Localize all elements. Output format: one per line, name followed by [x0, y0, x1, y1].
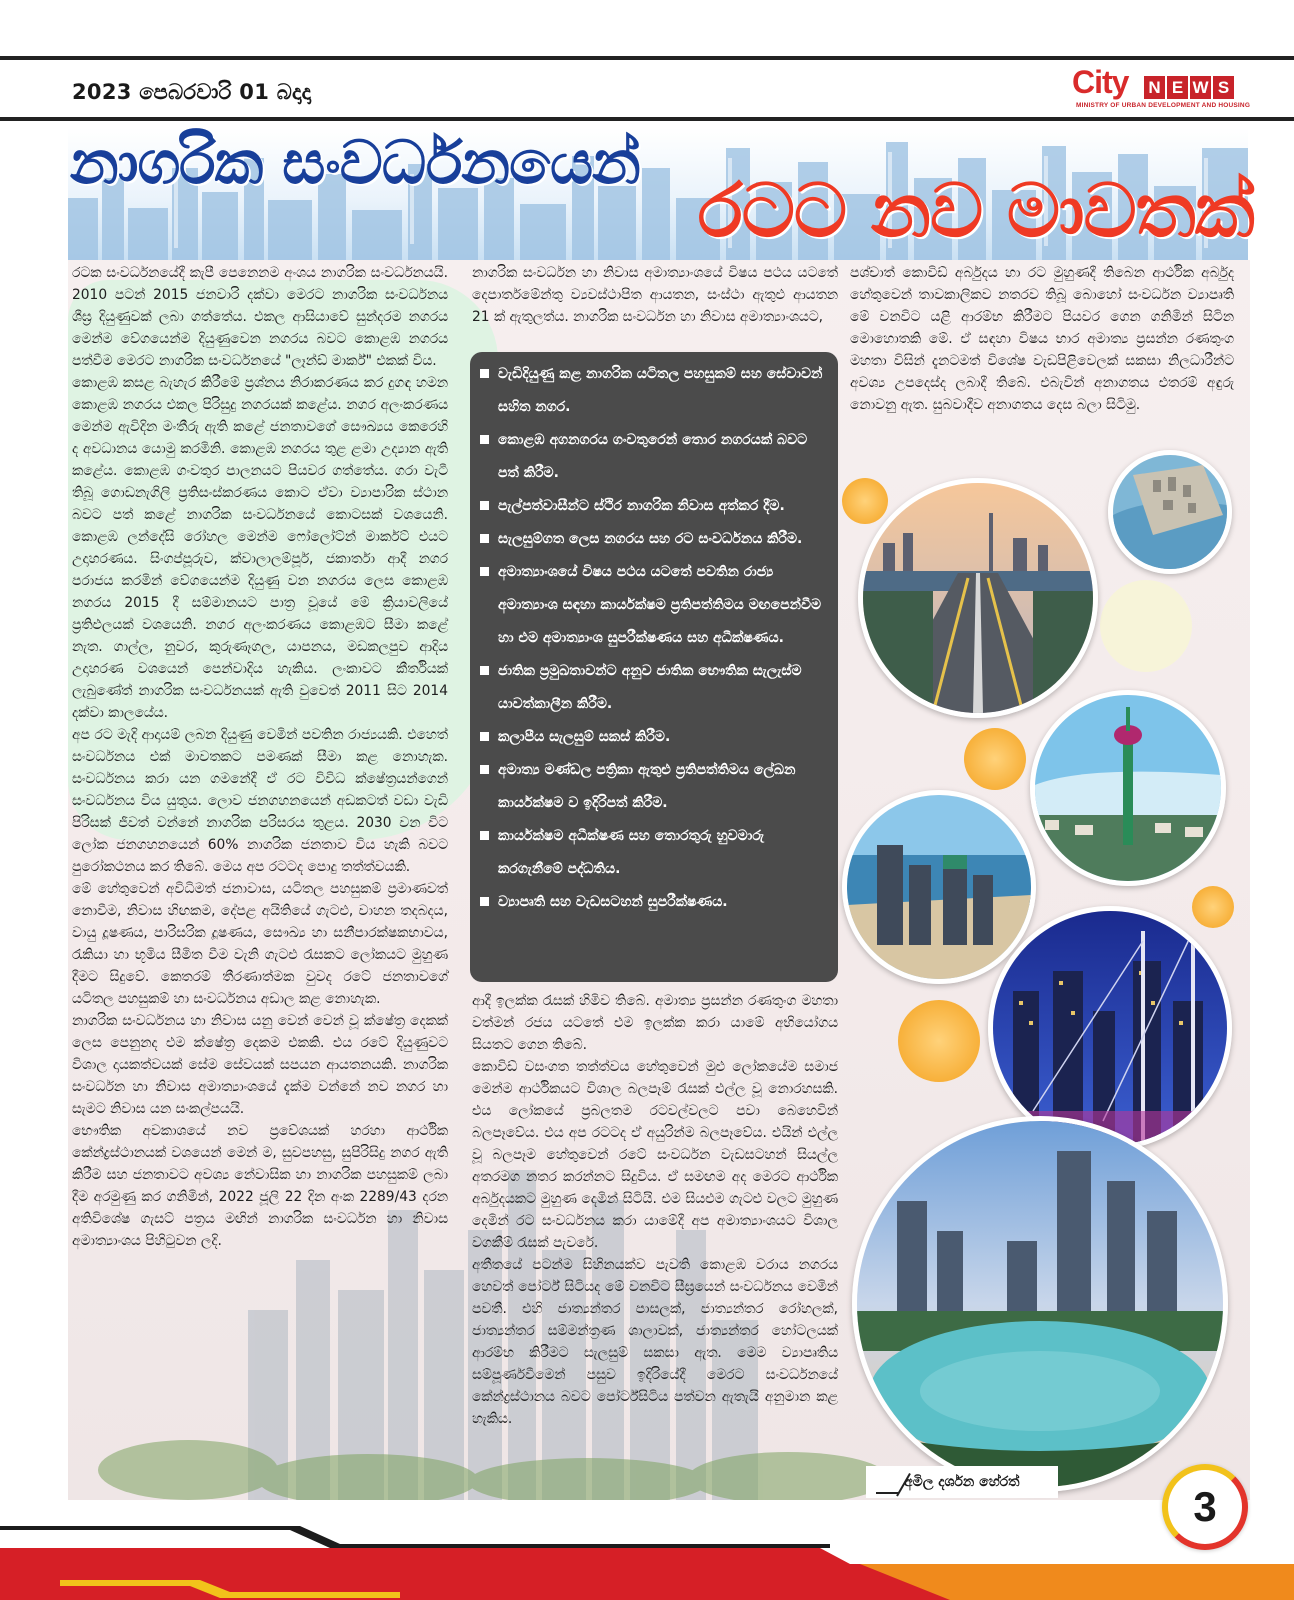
decorative-orange-dot	[964, 728, 1026, 790]
logo-letter: S	[1213, 76, 1234, 99]
column-2-paragraph: කොවිඩ් වසංගත තත්ත්වය හේතුවෙන් මුළු ලෝකයේම සමාජ මෙන්ම ආර්ථිකයට විශාල බලපෑම් රැසක් එල්ල වූ නොරහසකි. එය ලෝකයේ ප්‍රබලතම රටවල්වලට පවා බෙහෙවින් බලපෑවේය. එය අප රටටද ඒ අයුරින්ම බලපෑවේය. එයින් එල්ල වූ බලපෑම හේතුවෙන් රටේ සංවර්ධන වැඩසටහන් සියල්ල අතරමග නතර කරන්නට සිදුවිය. ඒ සමඟම අද මෙරට ආර්ථික අර්බුදයකට මුහුණ දෙමින් සිටියි. එම සියළුම ගැටළු වලට මුහුණ දෙමින් රට සංවර්ධනය කරා යාමේදී අප අමාත්‍යාංශයට විශාල වගකීම් රැසක් පැවරේ.	[472, 1059, 838, 1251]
logo-city-text: City	[1072, 64, 1129, 100]
issue-date: 2023 පෙබරවාරි 01 බදාදා	[72, 80, 312, 104]
objective-item: අමාත්‍යාංශයේ විෂය පථය යටතේ පවතින රාජ්‍ය අමාත්‍යාංශ සඳහා කාර්යක්ෂම ප්‍රතිපත්තිමය මඟපෙන්වීම හා එම අමාත්‍යාංශ සුපරීක්ෂණය සහ අධීක්ෂණය.	[480, 556, 830, 655]
objective-item: ජාතික ප්‍රමුඛතාවන්ට අනුව ජාතික භෞතික සැලැස්ම යාවත්කාලීන කිරීම.	[480, 655, 830, 721]
logo-letter: E	[1167, 76, 1188, 99]
column-2-paragraph: අතීතයේ පටන්ම සිහිනයක්ව පැවති කොළඹ වරාය නගරය හෙවත් පෝර්ට් සිටියද මේ වනවිට සීඝ්‍රයෙන් සංවර්ධනය වෙමින් පවතී. එහි ජාත්‍යන්තර පාසලක්, ජාත්‍යන්තර රෝහලක්, ජාත්‍යන්තර සම්මන්ත්‍රණ ශාලාවක්, ජාත්‍යන්තර හෝටලයක් ආරම්භ කිරීමට සැලසුම් සකසා ඇත. මෙම ව්‍යාපෘතිය සම්පූර්ණවීමෙන් පසුව ඉදිරියේදී මෙරට සංවර්ධනයේ කේන්ද්‍රස්ථානය බවට පෝර්ට්සිටිය පත්වන ඇතැයි අනුමාන කළ හැකිය.	[472, 1257, 838, 1427]
column-1-paragraph: කොළඹ කසළ බැහැර කිරීමේ ප්‍රශ්නය නිරාකරණය කර දුගඳ හමන කොළඹ නගරය එකල පිරිසුදු නගරයක් කළේය. නගර අලංකරණය මෙන්ම ඇවිදින මංතීරු ඇති කළේ ජනතාවගේ සෞඛ්‍යය කෙරෙහි ද අවධානය යොමු කරමිනි. කොළඹ නගරය තුළ ළමා උද්‍යාන ඇති කළේය. කොළඹ ගංවතුර පාලනයට පියවර ගත්තේය. ගරා වැටී තිබූ ගොඩනැගිලි ප්‍රතිසංස්කරණය කොට ඒවා ව්‍යාපාරික ස්ථාන බවට පත් කළේ නාගරික සංවර්ධනයේ කොටසක් වශයෙනි. කොළඹ ලන්දේසි රෝහල මෙන්ම ෆෝලෝට්න් මාර්කට් එයට උදාහරණය. සිංගප්පූරුව, ක්වාලාලම්පූර්, ජකාර්තා ආදී නගර පරාජය කරමින් වේගයෙන්ම දියුණු වන නගරය ලෙස කොළඹ නගරය 2015 දී සම්මානයට පාත්‍ර වූයේ මේ ක්‍රියාවලියේ ප්‍රතිඵලයක් වශයෙනි. නගර අලංකරණය කොළඹට සීමා කළේ නැත. ගාල්ල, නුවර, කුරුණෑගල, යාපනය, මඩකලපුව ආදිය උදාහරණ වශයෙන් පෙන්වාදිය හැකිය. ලංකාවට කීර්තියක් ලැබුණේත් නාගරික සංවර්ධනයක් ඇති වුවෙත් 2011 සිට 2014 දක්වා කාලයේය.	[72, 375, 448, 721]
objective-item: කලාපීය සැලසුම් සකස් කිරීම.	[480, 721, 830, 754]
column-1-paragraph: භෞතික අවකාශයේ නව ප්‍රවේශයක් හරහා ආර්ථික කේන්ද්‍රස්ථානයක් වශයෙන් මෙන් ම, සුවපහසු, සුපිරිසිදු නගර ඇති කිරීම සහ ජනතාවට අවශ්‍ය නේවාසික හා නාගරික පහසුකම් ලබා දීම අරමුණු කර ගනිමින්, 2022 ජූලි 22 දින අංක 2289/43 දරන අතිවිශේෂ ගැසට් පත්‍රය මඟින් නාගරික සංවර්ධන හා නිවාස අමාත්‍යාංශය පිහිටුවන ලදි.	[72, 1123, 448, 1249]
decorative-orange-dot	[842, 478, 888, 524]
logo-letter: W	[1190, 76, 1211, 99]
logo-ministry-text: MINISTRY OF URBAN DEVELOPMENT AND HOUSING	[1076, 102, 1251, 109]
logo-news-letters	[1144, 76, 1234, 99]
objective-item: වැඩිදියුණු කළ නාගරික යටිතල පහසුකම් සහ සේවාවන් සහිත නගර.	[480, 358, 830, 424]
objective-item: අමාත්‍ය මණ්ඩල පත්‍රිකා ඇතුළු ප්‍රතිපත්තිමය ලේඛන කාර්යක්ෂම ව ඉදිරිපත් කිරීම.	[480, 754, 830, 820]
decorative-orange-dot	[898, 1000, 980, 1082]
footer-stripes	[0, 1526, 1294, 1600]
beach-towers-photo	[842, 790, 1036, 984]
lotus-tower-photo	[1030, 690, 1226, 886]
top-rule	[0, 56, 1294, 60]
author-name: අමිල දර්ශන හේරත්	[904, 1474, 1020, 1490]
highway-bridge-photo	[858, 478, 1098, 718]
byline-slash-icon	[876, 1470, 898, 1494]
objective-item: කාර්යක්ෂම අධීක්ෂණ සහ තොරතුරු හුවමාරු කරගැනීමේ පද්ධතිය.	[480, 820, 830, 886]
column-1-paragraph: අප රට මැදි ආදායම් ලබන දියුණු වෙමින් පවතින රාජ්‍යයකි. එහෙත් සංවර්ධනය එක් මාවතකට පමණක් සීමා කළ නොහැක. සංවර්ධනය කරා යන ගමනේදී ඒ රට විවිධ ක්ෂේත්‍රයන්ගෙන් සංවර්ධනය විය යුතුය. ලොව ජනගහනයෙන් අඩකටත් වඩා වැඩි පිරිසක් ජීවත් වන්නේ නාගරික පරිසරය තුළය. 2030 වන විට ලෝක ජනගහනයෙන් 60% නාගරික ජනතාව විය හැකි බවට පුරෝකථනය කර තිබේ. මෙය අප රටටද පොදු තත්ත්වයකි.	[72, 727, 448, 875]
objective-item: ව්‍යාපෘති සහ වැඩසටහන් සුපරීක්ෂණය.	[480, 886, 830, 919]
column-2-paragraph: ආදී ඉලක්ක රැසක් හිමිව තිබේ. අමාත්‍ය ප්‍රසන්න රණතුංග මහතා වත්මන් රජය යටතේ එම ඉලක්ක කරා යාමේ අභියෝගය සියතට ගෙන තිබේ.	[472, 993, 838, 1053]
author-byline	[866, 1466, 1058, 1498]
beira-lake-photo	[852, 1116, 1228, 1492]
logo-letter: N	[1144, 76, 1165, 99]
article-column-2	[472, 990, 838, 1430]
decorative-orange-dot	[1192, 886, 1234, 928]
column-2-intro: නාගරික සංවර්ධන හා නිවාස අමාත්‍යාංශයේ විෂය පථය යටතේ දෙපාර්තමේන්තු ව්‍යවස්ථාපිත ආයතන, සංස්ථා ඇතුළු ආයතන 21 ක් ඇතුලත්ය. නාගරික සංවර්ධන හා නිවාස අමාත්‍යාංශයට,	[472, 265, 838, 325]
port-city-aerial-photo	[1108, 450, 1232, 574]
page-number: 3	[1162, 1464, 1248, 1550]
column-1-paragraph: රටක සංවර්ධනයේදී කැපී පෙනෙනම අංශය නාගරික සංවර්ධනයයි. 2010 පටන් 2015 ජනවාරි දක්වා මෙරට නාගරික සංවර්ධනය ශීඝ්‍ර දියුණුවක් ලබා ගත්තේය. එකල ආසියාවේ සුන්දරම නගරය මෙන්ම වේගයෙන්ම දියුණුවෙන නගරය බවට කොළඹ නගරය පත්වීම මෙරට නාගරික සංවර්ධනයේ "ලෑන්ඩ් මාර්ක්" එකක් විය.	[72, 265, 448, 369]
headline-part-2: රටට නව මාවතක්	[698, 168, 1254, 254]
city-news-logo	[1072, 66, 1252, 112]
objectives-list	[480, 358, 830, 919]
header-rule	[0, 117, 1294, 121]
objective-item: සැලසුම්ගත ලෙස නගරය සහ රට සංවර්ධනය කිරීම.	[480, 523, 830, 556]
objective-item: පැල්පත්වාසීන්ට ස්ථිර නාගරික නිවාස අත්කර දීම.	[480, 490, 830, 523]
night-skyline-photo	[988, 906, 1232, 1150]
headline-part-1: නාගරික සංවර්ධනයෙන්	[70, 128, 640, 198]
column-1-paragraph: නාගරික සංවර්ධනය හා නිවාස යනු වෙන් වෙන් වූ ක්ෂේත්‍ර දෙකක් ලෙස පෙනුනද එම ක්ෂේත්‍ර දෙකම එකකි. එය රටේ දියුණුවට විශාල දායකත්වයක් සේම සේවයක් සපයන ආයතනයකි. නාගරික සංවර්ධන හා නිවාස අමාත්‍යාංශයේ දැක්ම වන්නේ නව නගර හා සැමට නිවාස යන සංකල්පයයි.	[72, 1013, 448, 1117]
article-column-1	[72, 262, 448, 1252]
column-3-paragraph: පශ්චාත් කොවිඩ් අර්බුදය හා රට මුහුණදී තිබෙන ආර්ථික අර්බුද හේතුවෙන් තාවකාලිකව නතරව තිබූ බොහෝ සංවර්ධන ව්‍යාපෘති මේ වනවිට යළි ආරම්භ කිරීමට පියවර ගෙන ගනිමින් සිටින මොහොතකි මේ. ඒ සඳහා විෂය භාර අමාත්‍ය ප්‍රසන්න රණතුංග මහතා විසින් දැනටමත් විශේෂ වැඩපිළිවෙලක් සකසා නිලධාරීන්ට අවශ්‍ය උපදෙස්ද ලබාදී තිබේ. එබැවින් අනාගතය එතරම් අඳුරු නොවනු ඇත. සුබවාදීව අනාගතය දෙස බලා සිටිමු.	[850, 265, 1234, 413]
article-column-3	[850, 262, 1234, 416]
column-1-paragraph: මේ හේතුවෙන් අවිධිමත් ජනාවාස, යටිතල පහසුකම් ප්‍රමාණවත් නොවීම, නිවාස හිඟකම, දේපළ අයිතියේ ගැටළු, වාහන තදබදය, වායු දූෂණය, පාරිසරික දූෂණය, සෞඛ්‍ය හා සනීපාරක්ෂකභාවය, රැකියා හා භූමිය සීමිත වීම වැනි ගැටළු රැසකට ලෝකයට මුහුණ දීමට සිදුවේ. කෙතරම් තීරණාත්මක වුවද රටේ ජනතාවගේ යටිතල පහසුකම් හා සංවර්ධනය අඩාල කළ නොහැක.	[72, 881, 448, 1007]
objective-item: කොළඹ අගනගරය ගංවතුරෙන් තොර නගරයක් බවට පත් කිරීම.	[480, 424, 830, 490]
objectives-box	[470, 352, 838, 982]
decorative-cream-circle	[1100, 580, 1192, 672]
article-column-2-intro	[472, 262, 838, 328]
